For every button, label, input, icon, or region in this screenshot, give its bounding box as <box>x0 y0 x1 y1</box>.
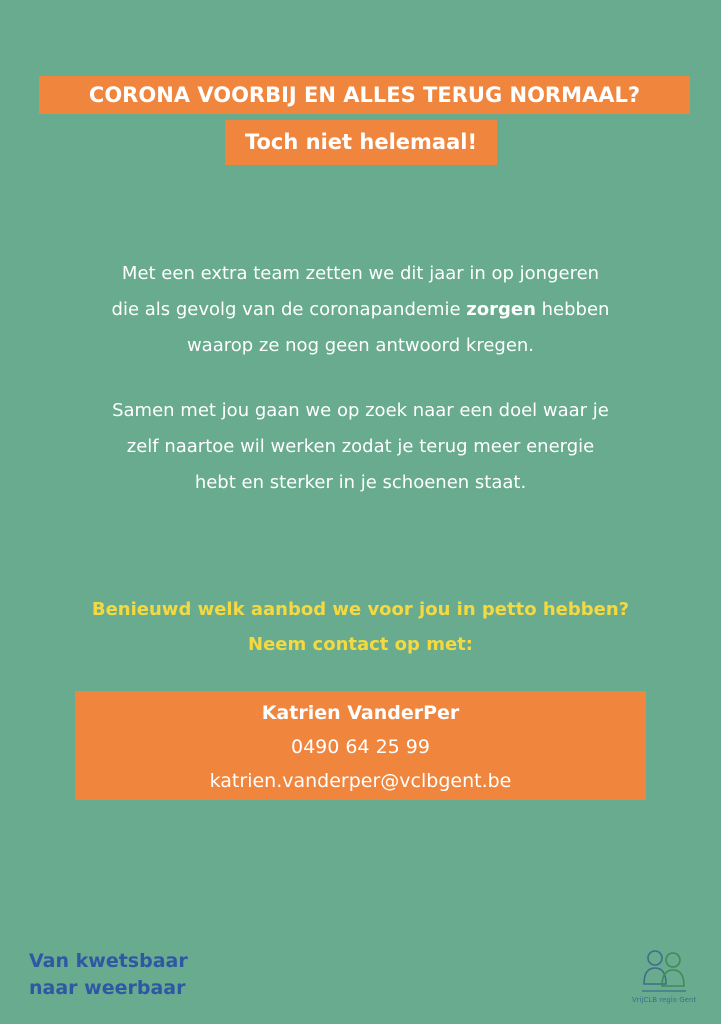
second-line-1: Samen met jou gaan we op zoek naar een doel waar je <box>112 400 609 421</box>
intro-line-1: Met een extra team zetten we dit jaar in op jongeren <box>121 263 600 284</box>
contact-name: Katrien VanderPer <box>261 702 460 724</box>
intro-line-2-start: die als gevolg van de coronapandemie <box>111 299 467 320</box>
intro-line-3: waarop ze nog geen antwoord kregen. <box>186 335 535 356</box>
organization-logo <box>616 948 712 1014</box>
intro-line-2 <box>40 292 681 328</box>
intro-line-2-end: hebben <box>535 299 610 320</box>
second-line-2: zelf naartoe wil werken zodat je terug meer energie <box>126 436 595 457</box>
tagline <box>29 948 188 1002</box>
two-people-logo-icon <box>640 948 688 994</box>
cta-line-2: Neem contact op met: <box>248 634 473 655</box>
cta-line-1: Benieuwd welk aanbod we voor jou in petto hebben? <box>91 599 630 620</box>
second-line-3: hebt en sterker in je schoenen staat. <box>194 472 527 493</box>
contact-phone[interactable]: 0490 64 25 99 <box>290 736 430 758</box>
headline-line-2: Toch niet helemaal! <box>225 120 497 165</box>
headline-line-1: CORONA VOORBIJ EN ALLES TERUG NORMAAL? <box>39 76 690 114</box>
tagline-line-2: naar weerbaar <box>29 977 186 999</box>
contact-email[interactable]: katrien.vanderper@vclbgent.be <box>209 770 512 792</box>
intro-paragraph <box>40 256 681 364</box>
call-to-action <box>20 592 701 662</box>
contact-box <box>75 691 646 800</box>
intro-line-2-bold-word: zorgen <box>466 299 536 320</box>
tagline-line-1: Van kwetsbaar <box>29 950 188 972</box>
logo-text: VrijCLB regio Gent <box>631 996 697 1004</box>
second-paragraph <box>40 393 681 501</box>
